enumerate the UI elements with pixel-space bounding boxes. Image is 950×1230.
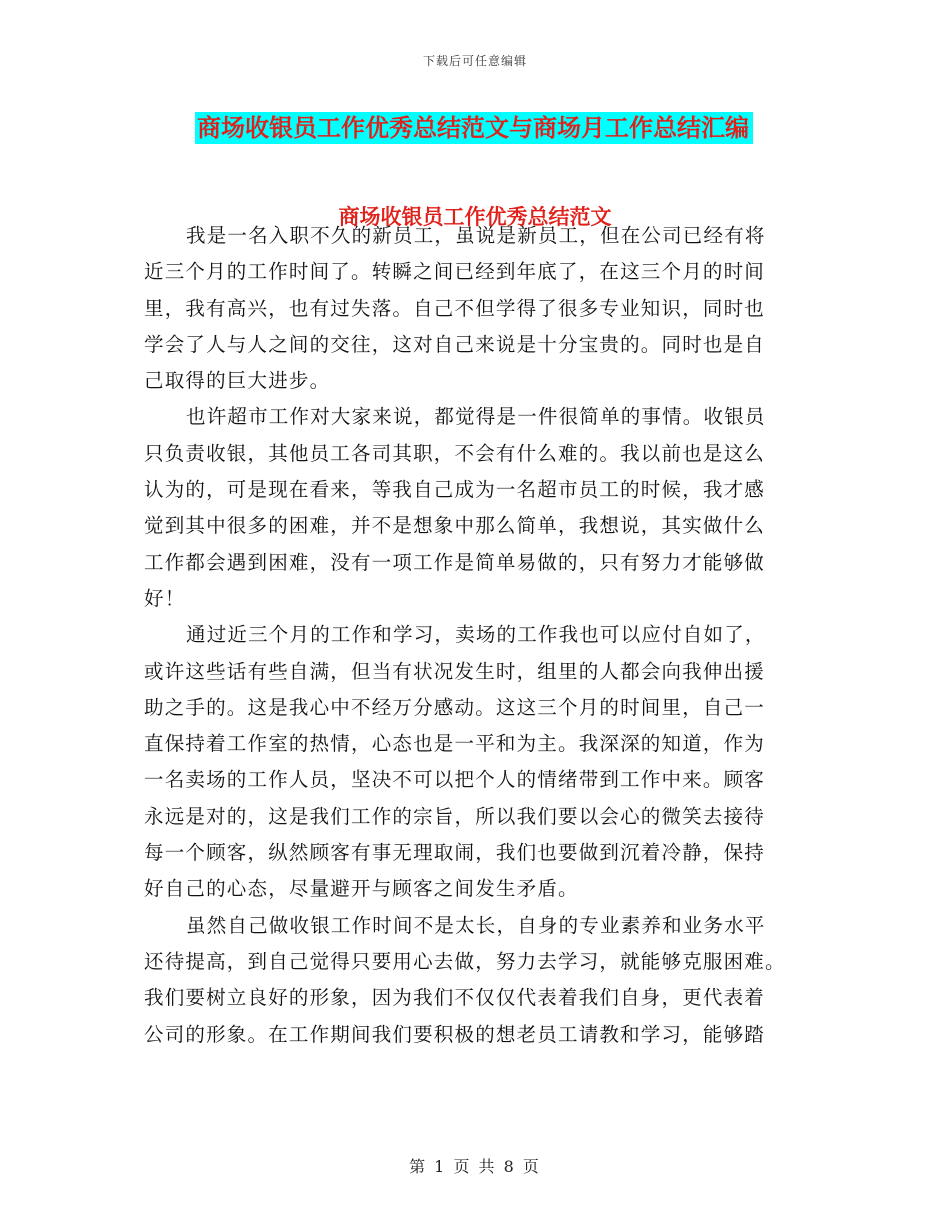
text-line: 好自己的心态，尽量避开与顾客之间发生矛盾。: [144, 877, 579, 901]
text-line: 每一个顾客，纵然顾客有事无理取闹，我们也要做到沉着冷静，保持: [144, 841, 766, 865]
text-line: 通过近三个月的工作和学习，卖场的工作我也可以应付自如了，: [186, 623, 766, 647]
text-line: 或许这些话有些自满，但当有状况发生时，组里的人都会向我伸出援: [144, 659, 766, 683]
section-title: 商场收银员工作优秀总结范文: [338, 205, 612, 229]
text-line: 还待提高，到自己觉得只要用心去做，努力去学习，就能够克服困难。: [144, 949, 786, 973]
document-body: [144, 218, 810, 1053]
paragraph-1: [144, 218, 810, 399]
text-line: 永远是对的，这是我们工作的宗旨，所以我们要以会心的微笑去接待: [144, 804, 766, 828]
document-title: 商场收银员工作优秀总结范文与商场月工作总结汇编: [195, 112, 753, 144]
paragraph-2: [144, 399, 810, 617]
text-line: 直保持着工作室的热情，心态也是一平和为主。我深深的知道，作为: [144, 732, 766, 756]
text-line: 里，我有高兴，也有过失落。自己不但学得了很多专业知识，同时也: [144, 296, 766, 320]
text-line: 近三个月的工作时间了。转瞬之间已经到年底了，在这三个月的时间: [144, 260, 766, 284]
paragraph-3: [144, 617, 810, 907]
text-line: 认为的，可是现在看来，等我自己成为一名超市员工的时候，我才感: [144, 478, 766, 502]
paragraph-4: [144, 908, 810, 1053]
text-line: 学会了人与人之间的交往，这对自己来说是十分宝贵的。同时也是自: [144, 332, 766, 356]
text-line: 我们要树立良好的形象，因为我们不仅仅代表着我们自身，更代表着: [144, 986, 766, 1010]
page-number: 第 1 页 共 8 页: [409, 1157, 541, 1176]
text-line: 公司的形象。在工作期间我们要积极的想老员工请教和学习，能够踏: [144, 1022, 766, 1046]
text-line: 工作都会遇到困难，没有一项工作是简单易做的，只有努力才能够做: [144, 550, 766, 574]
text-line: 好！: [144, 586, 186, 610]
text-line: 一名卖场的工作人员，坚决不可以把个人的情绪带到工作中来。顾客: [144, 768, 766, 792]
text-line: 虽然自己做收银工作时间不是太长，自身的专业素养和业务水平: [186, 913, 766, 937]
text-line: 觉到其中很多的困难，并不是想象中那么简单，我想说，其实做什么: [144, 514, 766, 538]
text-line: 也许超市工作对大家来说，都觉得是一件很简单的事情。收银员: [186, 405, 766, 429]
text-line: 己取得的巨大进步。: [144, 369, 331, 393]
text-line: 助之手的。这是我心中不经万分感动。这这三个月的时间里，自己一: [144, 695, 766, 719]
header-note: 下载后可任意编辑: [422, 54, 527, 68]
text-line: 只负责收银，其他员工各司其职，不会有什么难的。我以前也是这么: [144, 441, 766, 465]
text-line: 我是一名入职不久的新员工，虽说是新员工，但在公司已经有将: [186, 224, 766, 247]
